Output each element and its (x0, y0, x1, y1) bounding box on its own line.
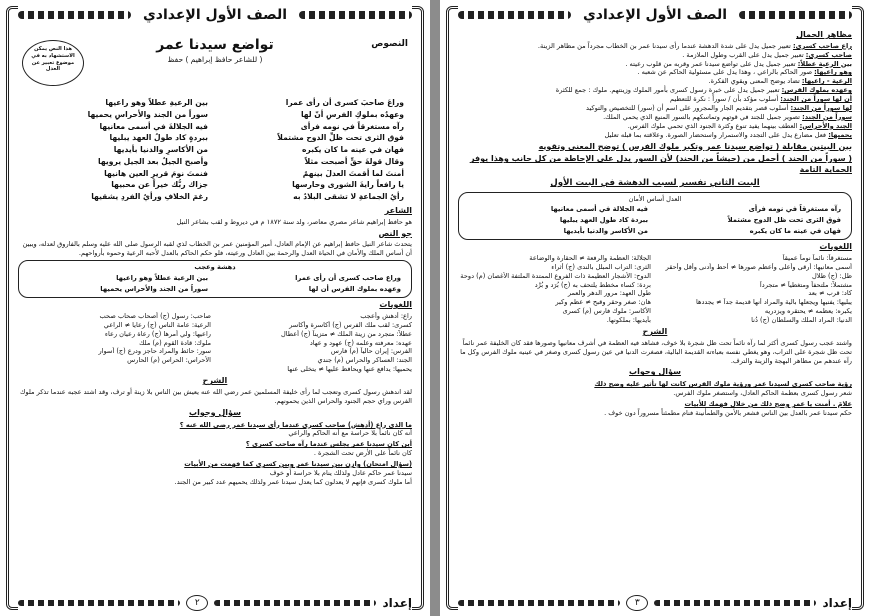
question: (سؤال امتحان) وازن بين سيدنا عمر وبين كسرى كما فهمت من الأبيات (184, 460, 412, 469)
beauty-item (458, 122, 852, 131)
poem-verses (26, 97, 404, 203)
verse-line: ببردةٍ كاد طولُ العهد يبليها (109, 133, 208, 143)
beauty-key: راع صاحب كسرى: (792, 41, 852, 50)
beauty-key: سوراً من الجند: (802, 112, 852, 121)
answer: كان نائماً على الأرض تحت الشجرة . (313, 449, 412, 458)
vocab-item: الدوح: الأشجار العظيمة ذات الفروع الممتدة الملتفة الأغصان (م) دوحة (460, 271, 651, 280)
beauty-key: الجند والأحراس: (799, 121, 852, 130)
qa-item (18, 421, 412, 439)
beauty-value: صور الحاكم بالراعي ، وهذا يدل على مسئولية الحاكم عن شعبه . (637, 68, 813, 77)
beauty-key: بين الرعية عطلاً: (797, 59, 852, 68)
section-heading: اللغويات (819, 242, 852, 252)
verse-heading: البيت الثاني تفسير لسبب الدهشة في البيت الأول (550, 177, 760, 188)
verse-box (458, 192, 852, 240)
verse-line: فيه الجلالةَ في أسمى معانيها (99, 121, 208, 131)
section-heading: جو النص (378, 228, 412, 238)
verse-line: وقال قولةَ حقٍّ أصبحت مثلاً (304, 156, 404, 166)
vocab-item: أسمى معانيها: أرقى وأعلى وأعظم صورها ≠ أحط وأدنى وأقل وأحقر (665, 262, 852, 271)
verse-line: من الأكاسرِ والدنيا بأيديها (113, 145, 208, 155)
answer: سيدنا عمر حاكم عادل ولذلك ينام بلا حراسة أو خوف (269, 468, 412, 477)
page-footer (458, 594, 852, 612)
verse-line: وراعَ صاحبَ كسرى أن رأى عمرا (285, 98, 404, 107)
section-heading: سؤال وجواب (629, 367, 681, 377)
verse-line: رآه مستغرقاً في نومه فرأى (748, 205, 841, 214)
verse-line: فهان في عينه ما كان يكبره (749, 226, 841, 235)
answer: شعر رسول كسرى بعظمة الحاكم العادل، واستصغر ملوك الفرس. (673, 389, 852, 398)
beauty-value: أسلوب قصر بتقديم الجار والمجرور على اسم أن (سور) للتخصيص والتوكيد (585, 104, 789, 113)
question: رؤية صاحب كسرى لسيدنا عمر ورؤية ملوك الفرس كانت لها تأثير عليه وضح ذلك (594, 380, 852, 389)
vocab-item: صاحب: رسول (ج) أصحاب صحاب صحب (99, 311, 211, 320)
beauty-item (458, 77, 852, 86)
verse-line: فوق الثرى تحت ظل الدوح مشتملاً (727, 216, 841, 224)
verse-line: رآه مستغرقاً في نومه فرأى (300, 121, 404, 131)
vocab-item: عطلاً: متجرد من زينة الملك ≠ متزيناً (ج) أعطال (280, 329, 412, 338)
vocab-item: الرعية: عامة الناس (ج) رعايا ≠ الراعي (103, 320, 211, 329)
header-title: الصف الأول الإعدادي (582, 7, 728, 23)
verse-line: جزاك ربُّك خيراً عن محبيها (111, 180, 208, 190)
answer: أنه كان نائماً بلا حراسة مع أنه الحاكم والراعي (288, 429, 412, 438)
vocab-item: مشتملاً: ملتحفاً ومتغطياً ≠ متجرداً (759, 280, 852, 289)
beauty-item (458, 131, 852, 140)
left-page (0, 0, 430, 616)
beauty-value: تصوير جميل للجند في قوتهم وتماسكهم بالسور المنيع الذي يحمي الملك. (603, 112, 800, 121)
beauty-value: فعل مضارع يدل على التجدد والاستمرار واستحضار الصورة. وعلاقته بما قبله تعليل (604, 130, 827, 139)
vocab-item: ملوك: قادة القوم (م) ملك (139, 338, 211, 347)
poet-line: ( للشاعر حافظ إبراهيم ) حفظ (167, 54, 263, 64)
verse-line: وعهدُه بملوكِ الفرسِ أنّ لها (300, 109, 404, 119)
verse-line: من الأكاسر والدنيا بأيديها (563, 226, 648, 235)
verse-line: بين الرعيةِ عطلاً وهو راعيها (105, 98, 208, 107)
vocab-item: يبليها: يفنيها ويجعلها بالية والمراد أنها قديمة جداً ≠ يجددها (695, 298, 852, 307)
beauty-value: تعبير جميل يدل على خبرة رسول كسرى بأمور الملوك وزينتهم. ملوك : جمع للكثرة (555, 86, 780, 95)
ornament (214, 600, 376, 606)
verse-line: وأصبح الجيلُ بعد الجيل يرويها (98, 156, 208, 166)
box-title: دهشة وعجب (194, 263, 236, 272)
section-heading: الشرح (202, 376, 228, 386)
page-header (18, 4, 412, 26)
question: ما الذي راع (أدهش) صاحب كسرى عندما رأى سيدنا عمر رضي الله عنه ؟ (179, 420, 412, 429)
note-line: ( سوراً من الجند ) أجمل من (جيشاً من الجند) لأن السور يدل على الإحاطة من كل جانب وهذا يوفر الحماية التامة (469, 154, 852, 175)
note-line: بين البيتين مقابلة ( تواضع سيدنا عمر وتكبر ملوك الفرس ) توضح المعنى وتقويه (538, 141, 852, 151)
section-heading: سؤال وجواب (189, 407, 241, 417)
explain-text: لقد اندهش رسول كسرى وتعجب لما رأى خليفة المسلمين عمر رضي الله عنه يعيش بين الناس بلا زينة أو ترف، وقد اشتد عجبه عندما تذكر ملوك الفرس وراي حجم الجنود والحراس الذين يحمونهم. (19, 387, 412, 405)
vocab-item: الفرس: إيران حالياً (م) فارس (330, 347, 412, 356)
qa-item (458, 400, 852, 418)
beauty-item (458, 113, 852, 122)
answer: حكم سيدنا عمر بالعدل بين الناس فشعر بالأمن والطمأنينة فنام مطمئناً مسروراً دون خوف . (604, 408, 852, 417)
beauty-key: أن لها سوراً من الجند: (780, 95, 852, 104)
verse-line: وراع صاحب كسرى أن رأى عمرا (295, 274, 401, 283)
beauty-key: الرعية - راعيها: (801, 77, 852, 86)
page-header (458, 4, 852, 26)
verse-line: رأيُ الجماعةِ لا تشقى البلادُ به (293, 192, 404, 202)
verse-line: سوراً من الجند والأحراسِ يحميها (87, 109, 208, 119)
vocab-item: يحميها: يدافع عنها ويحافظ عليها ≠ يتخلى عنها (287, 365, 412, 374)
ornament (739, 11, 852, 19)
verse-line: وعهده بملوك الفرس أن لها (308, 284, 401, 293)
qa-item (458, 380, 852, 398)
beauty-key: وعهده بملوك الفرس: (781, 86, 852, 95)
vocab-item: بأيديها: بملكونها. (606, 316, 651, 325)
verse-line: ببردة كاد طول العهد يبليها (559, 216, 648, 224)
vocab-item: راع: أدهش وأعجب (360, 311, 412, 320)
box-verses (29, 273, 401, 294)
beauty-key: يحميها: (828, 130, 852, 139)
beauty-item (458, 68, 852, 77)
vocab-list (18, 312, 412, 374)
verse-line: يا رافعاً رايةَ الشورى وحارسها (292, 180, 404, 190)
vocab-item: بردة: كساء مخطط يلتحف به (ج) بُرَد و بُرْد (534, 280, 651, 289)
ornament (18, 11, 131, 19)
vocab-item: الأكاسر: ملوك فارس (م) كسرى (562, 307, 651, 316)
beauty-item (458, 104, 852, 113)
lesson-label: النصوص (371, 39, 408, 49)
right-page (440, 0, 870, 616)
verse-line: بين الرعية عطلاً وهو راعيها (116, 274, 208, 283)
section-heading: اللغويات (379, 300, 412, 310)
section-heading: الشرح (642, 326, 668, 336)
box-verses (469, 204, 841, 236)
question: علامَ . أمنت يا عمر وضح ذلك من خلال فهمك للأبيات (684, 400, 852, 409)
verse-box (18, 260, 412, 298)
vocab-item: طول العهد: مرور الدهر والعمر (567, 289, 651, 298)
page-footer (18, 594, 412, 612)
vocab-item: يكبره: يعظمه ≠ يحتقره ويزدريه (764, 307, 852, 316)
ornament (299, 11, 412, 19)
answer: أما ملوك كسرى فإنهم لا يعدلون كما يعدل سيدنا عمر ولذلك يحميهم عدد كبير من الجند. (174, 477, 412, 486)
qa-item (18, 440, 412, 458)
question: أين كان سيدنا عمر يجلس عندما رآه صاحب كسرى ؟ (245, 440, 412, 449)
vocab-item: كاد: قرب ≠ بعد (808, 289, 852, 298)
beauty-key: صاحب كسرى: (805, 50, 852, 59)
explain-text: واشتد عجب رسول كسرى أكثر لما رآه نائماً تحت ظل شجرة بلا خوف، فشاهد فيه العظمة في أشرف معانيها وصورها فقد كان الخليفة عمر نائماً تحت ظل شجرة على التراب، وهو يغطي نفسه بعباءته القديمة البالية، فصغرت الدنيا في عين رسول كسرى وصغر في عينيه ملوك الفرس وكل ما رآه عندهم من مظاهر البهجة والزينة والترف. (460, 338, 852, 365)
beauty-value: تعبير جميل يدل على القرب وطول الملازمة . (682, 50, 804, 59)
beauty-item (458, 95, 852, 104)
verse-line: أمنتَ لما أقمتَ العدلَ بينهمُ (302, 168, 404, 178)
page-number: ٣ (626, 595, 648, 611)
vocab-item: سور: حائط والمراد حاجز ودرع (ج) أسوار (98, 347, 211, 356)
beauty-key: وهو راعيها: (814, 68, 852, 77)
page-number: ٢ (186, 595, 208, 611)
page-content (18, 28, 412, 592)
beauty-key: لها سوراً من الجند: (790, 104, 852, 113)
beauty-item (458, 86, 852, 95)
vocab-item: الثرى: التراب المبلل بالندى (ج) أثراء (551, 262, 651, 271)
ornament (654, 600, 816, 606)
verse-line: فنمتَ نومَ قريرِ العين هانيها (104, 168, 208, 178)
verse-line: رغمَ الخلافِ ورأيُ الفردِ يشقيها (91, 192, 208, 202)
verse-line: سوراً من الجند والأحراس يحميها (100, 284, 208, 293)
section-heading: مظاهر الجمال (796, 30, 852, 39)
vocab-item: مستغرقاً: نائماً نوماً عميقاً (782, 253, 852, 262)
footer-text: إعداد (822, 596, 852, 610)
page-content (458, 28, 852, 592)
vocab-list (458, 254, 852, 325)
ornament (458, 11, 571, 19)
footer-text: إعداد (382, 596, 412, 610)
vocab-item: الجلالة: العظمة والرفعة ≠ الحقارة والوضاعة (529, 253, 651, 262)
vocab-item: كسرى: لقب ملك الفرس (ج) أكاسرة وأكاسر (289, 320, 412, 329)
vocab-item: عهده: معرفته وعلمه (ج) عهود و عهاد (309, 338, 412, 347)
box-header: العدل أساس الأمان (628, 194, 682, 203)
vocab-item: ظل: (ج) ظلال (811, 271, 852, 280)
qa-item (18, 460, 412, 487)
atmosphere-text: يتحدث شاعر النيل حافظ إبراهيم عن الإمام العادل، أمير المؤمنين عمر بن الخطاب لذي لقبه الرسول صلى الله عليه وسلم بالفاروق لعدله، ويبين أن أساس الملك والأمان في الحياة العدل والرحمة بين العادل ورعيته، فلو حكم الحاكم بالعدل لأحبه الرعية وحموه بأرواحهم. (22, 240, 412, 258)
note-oval: هذا النص يمكن الاستشهاد به في موضوع تعبير عن العدل (22, 40, 84, 86)
vocab-item: الدنيا: المراد الملك والسلطان (ج) دُنا (751, 316, 852, 325)
beauty-value: تضاد يوضح المعنى ويقوي الفكرة. (708, 77, 800, 86)
section-heading: الشاعر (384, 205, 412, 215)
poem-title: تواضع سيدنا عمر (156, 37, 274, 53)
beauty-item (458, 42, 852, 51)
beauty-value: تعبير جميل يدل على تواضع سيدنا عمر وقربه من قلوب رعيته . (625, 59, 796, 68)
vocab-item: راعيها: ولي أمرها (ج) رعاة رعيان رعاء (104, 329, 211, 338)
beauty-value: العطف بينهما يفيد تنوع وكثرة الجنود الذي تحمي ملوك الفرس. (627, 121, 798, 130)
beauty-value: تعبير جميل يدل على شدة الدهشة عندما رأى سيدنا عمر بن الخطاب مجرداً من مظاهر الزينة. (537, 41, 791, 50)
vocab-item: الجند: العساكر والحراس (م) جندي (317, 356, 412, 365)
beauty-value: أسلوب مؤكد بأن / سوراً : نكرة للتعظيم (670, 95, 779, 104)
ornament (18, 600, 180, 606)
verse-line: فوق الثرى تحت ظلِّ الدوح مشتملاً (277, 133, 404, 143)
verse-line: فهان في عينه ما كان يكبره (301, 145, 404, 155)
header-title: الصف الأول الإعدادي (142, 7, 288, 23)
beauty-item (458, 51, 852, 60)
verse-line: فيه الجلالة في أسمى معانيها (550, 205, 648, 214)
poet-text: هو حافظ إبراهيم شاعر مصري معاصر، ولد سنة ١٨٧٢ م في ديروط و لقب بشاعر النيل (176, 217, 412, 226)
vocab-item: هان: صغر وحقر وقبح ≠ عظم وكبر (555, 298, 651, 307)
ornament (458, 600, 620, 606)
vocab-item: الأحراس: الحراس (م) الحارس (127, 356, 211, 365)
beauty-item (458, 60, 852, 69)
